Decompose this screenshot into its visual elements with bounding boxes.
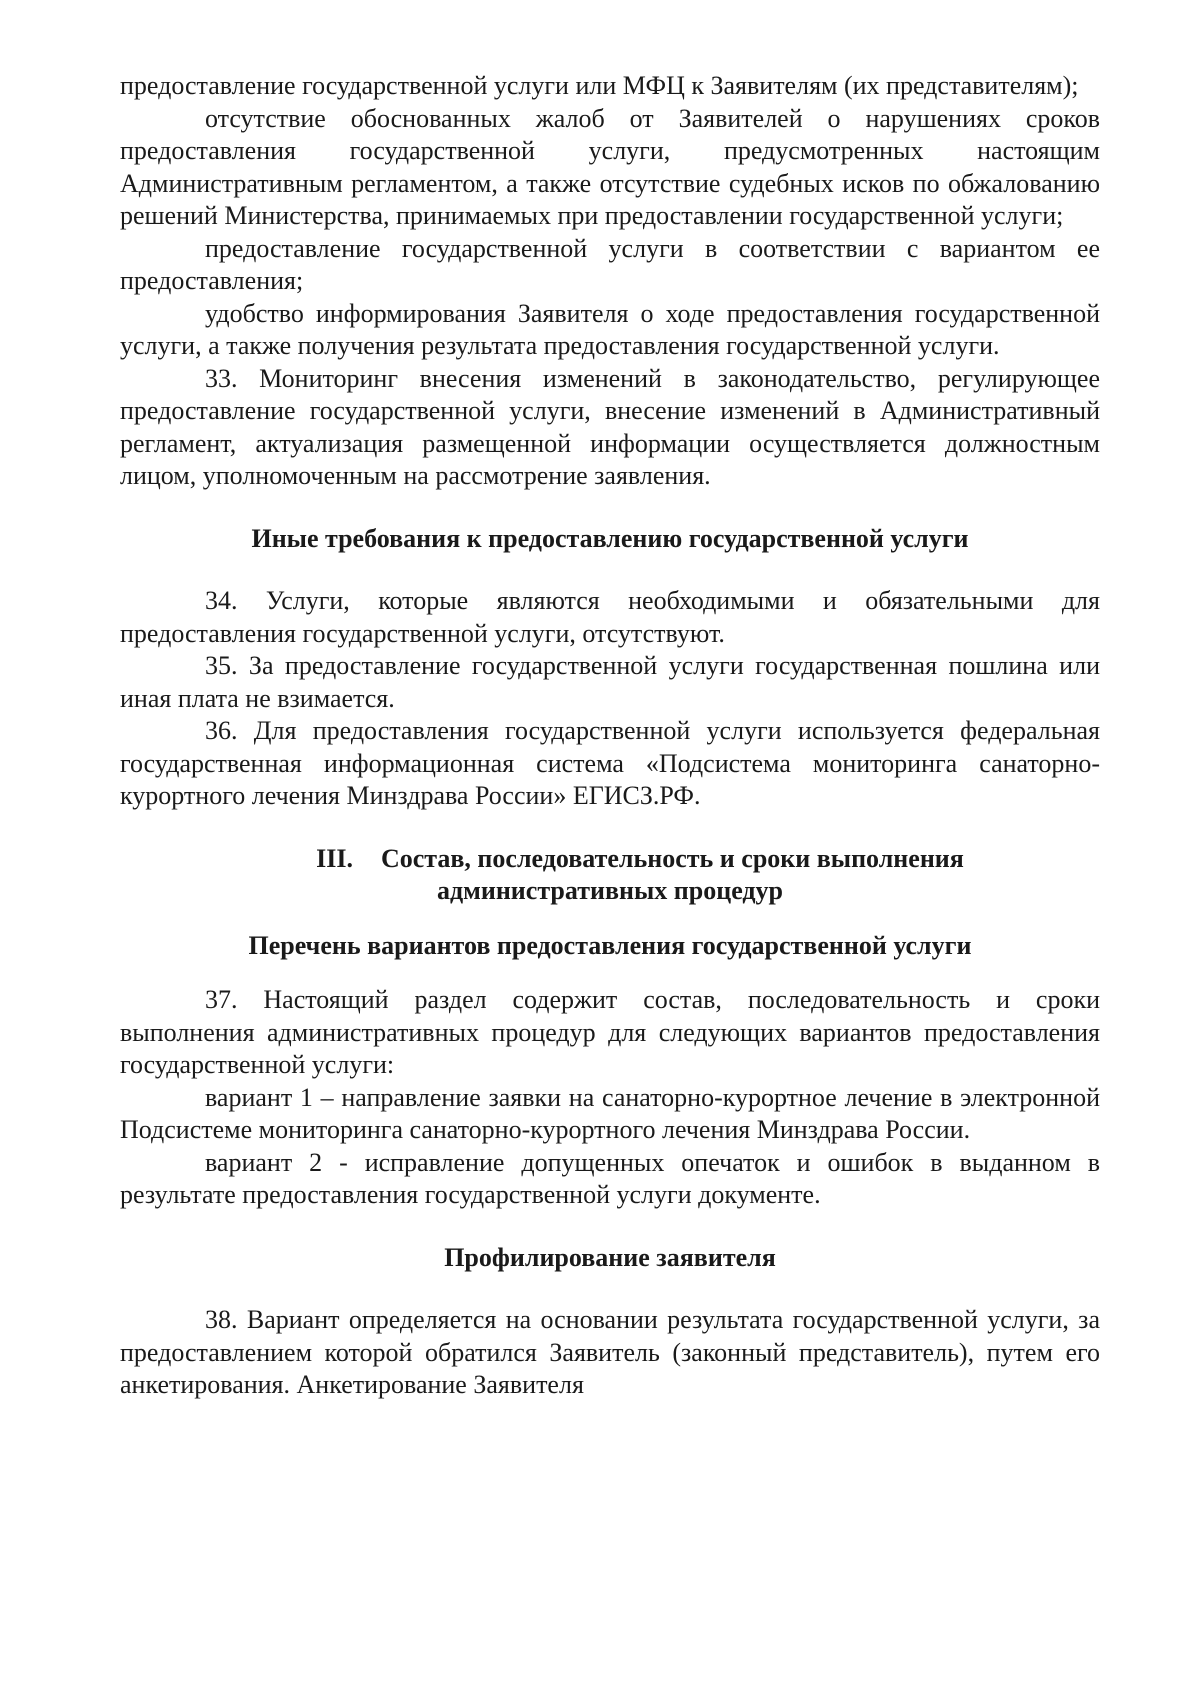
- heading-other-requirements: Иные требования к предоставлению государственной услуги: [251, 523, 969, 553]
- paragraph-variant-compliance: предоставление государственной услуги в соответствии с вариантом ее предоставления;: [120, 233, 1100, 295]
- paragraph-convenience: удобство информирования Заявителя о ходе предоставления государственной услуги, а также получения результата предоставления государственной услуги.: [120, 298, 1100, 360]
- section-3-heading: [120, 843, 1100, 876]
- paragraph-variant-1: вариант 1 – направление заявки на санаторно-курортное лечение в электронной Подсистеме мониторинга санаторно-курортного лечения Минздрава России.: [120, 1082, 1100, 1144]
- heading-variants-list: Перечень вариантов предоставления государственной услуги: [248, 930, 972, 960]
- paragraph-38: 38. Вариант определяется на основании результата государственной услуги, за предоставлением которой обратился Заявитель (законный представитель), путем его анкетирования. Анкетирование Заявителя: [120, 1305, 1100, 1399]
- paragraph-34: 34. Услуги, которые являются необходимыми и обязательными для предоставления государственной услуги, отсутствуют.: [120, 586, 1100, 648]
- section-3-title-line1: Состав, последовательность и сроки выполнения: [380, 843, 964, 873]
- paragraph-33: 33. Мониторинг внесения изменений в законодательство, регулирующее предоставление государственной услуги, внесение изменений в Административный регламент, актуализация размещенной информации осуществляется должностным лицом, уполномоченным на рассмотрение заявления.: [120, 363, 1100, 490]
- paragraph-35: 35. За предоставление государственной услуги государственная пошлина или иная плата не взимается.: [120, 651, 1100, 713]
- section-3-title-line2: административных процедур: [436, 876, 784, 905]
- paragraph-no-complaints: отсутствие обоснованных жалоб от Заявителей о нарушениях сроков предоставления государственной услуги, предусмотренных настоящим Административным регламентом, а также отсутствие судебных исков по обжалованию решений Министерства, принимаемых при предоставлении государственной услуги;: [120, 103, 1100, 230]
- paragraph-37: 37. Настоящий раздел содержит состав, последовательность и сроки выполнения административных процедур для следующих вариантов предоставления государственной услуги:: [120, 985, 1100, 1079]
- section-3-number: III.: [316, 843, 353, 873]
- heading-applicant-profiling: Профилирование заявителя: [444, 1242, 776, 1272]
- paragraph-36: 36. Для предоставления государственной услуги используется федеральная государственная информационная система «Подсистема мониторинга санаторно-курортного лечения Минздрава России» ЕГИСЗ.РФ.: [120, 716, 1100, 810]
- paragraph-variant-2: вариант 2 - исправление допущенных опечаток и ошибок в выданном в результате предоставления государственной услуги документе.: [120, 1147, 1100, 1209]
- document-page: [120, 70, 1100, 1402]
- paragraph-continuation: предоставление государственной услуги или МФЦ к Заявителям (их представителям);: [120, 71, 1079, 100]
